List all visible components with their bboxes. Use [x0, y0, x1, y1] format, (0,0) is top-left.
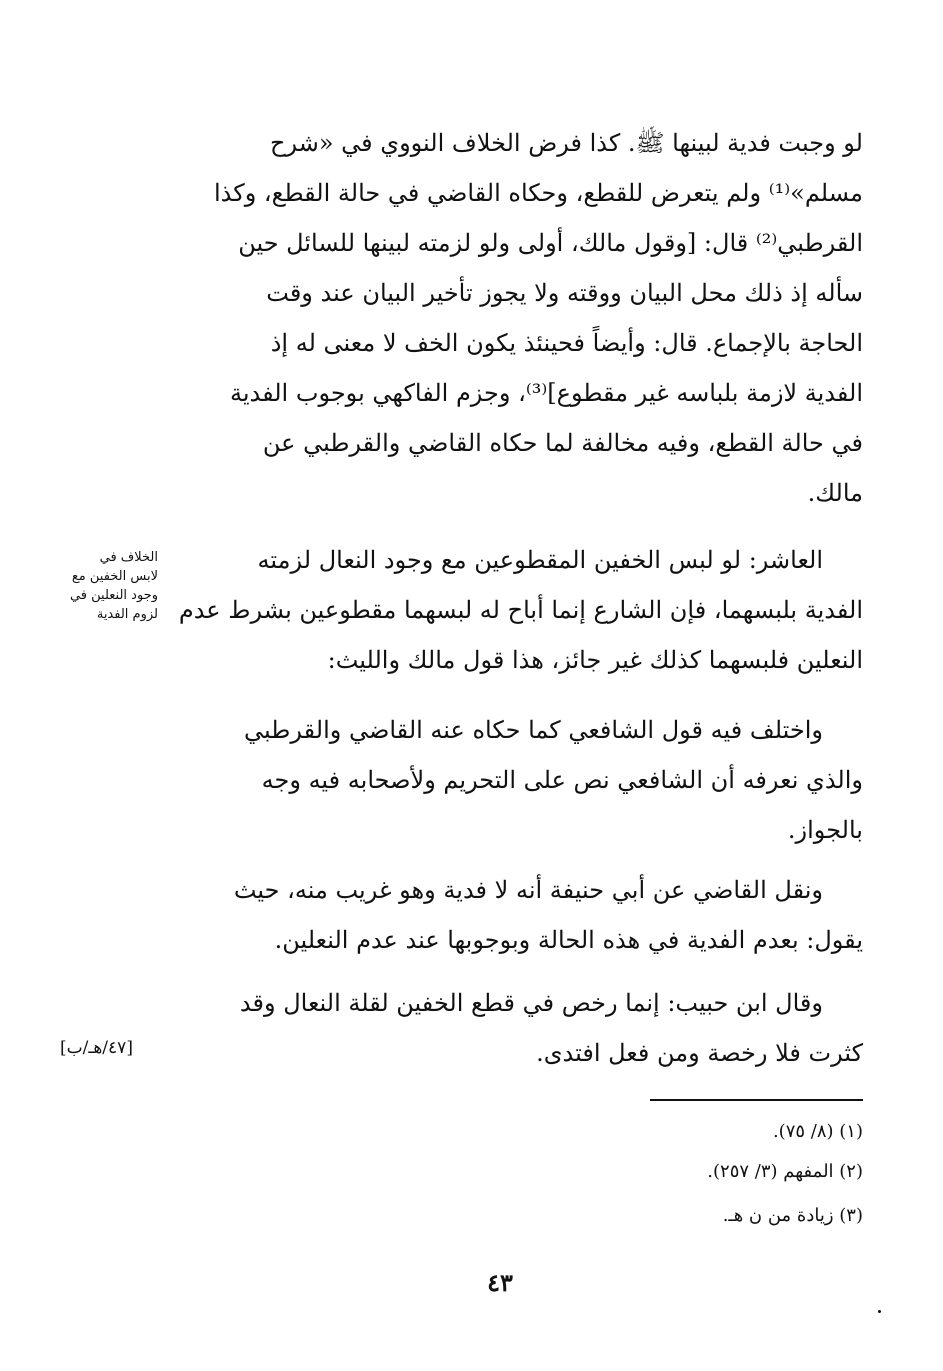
text-line: النعلين فلبسهما كذلك غير جائز، هذا قول مالك والليث: — [327, 646, 863, 674]
paragraph-4 — [158, 865, 863, 965]
text-line: الفدية لازمة بلباسه غير مقطوع]⁽³⁾، وجزم الفاكهي بوجوب الفدية — [229, 379, 863, 407]
page-number: ٤٣ — [487, 1268, 513, 1297]
text-line: الفدية بلبسهما، فإن الشارع إنما أباح له لبسهما مقطوعين بشرط عدم — [178, 596, 863, 624]
folio-marker: [٤٧/هـ/ب] — [60, 1038, 133, 1058]
margin-note-line: الخلاف في — [99, 550, 158, 565]
text-line: العاشر: لو لبس الخفين المقطوعين مع وجود النعال لزمته — [257, 546, 823, 574]
paragraph-3 — [158, 705, 863, 855]
text-line: القرطبي⁽²⁾ قال: [وقول مالك، أولى ولو لزمته لبينها للسائل حين — [238, 229, 863, 257]
footnote-3: (٣) زيادة من ن هـ. — [722, 1205, 863, 1226]
text-line: يقول: بعدم الفدية في هذه الحالة وبوجوبها عند عدم النعلين. — [274, 926, 863, 954]
text-line: سأله إذ ذلك محل البيان ووقته ولا يجوز تأخير البيان عند وقت — [266, 279, 863, 307]
text-line: كثرت فلا رخصة ومن فعل افتدى. — [536, 1039, 863, 1067]
text-line: وقال ابن حبيب: إنما رخص في قطع الخفين لقلة النعال وقد — [239, 989, 823, 1017]
footnote-1: (١) (٨/ ٧٥). — [772, 1121, 863, 1142]
scan-speck — [878, 1310, 881, 1313]
paragraph-2 — [158, 535, 863, 685]
margin-note — [28, 548, 158, 624]
text-line: ونقل القاضي عن أبي حنيفة أنه لا فدية وهو غريب منه، حيث — [233, 876, 823, 904]
margin-note-line: لابس الخفين مع — [71, 569, 158, 584]
margin-note-line: لزوم الفدية — [96, 607, 158, 622]
text-line: الحاجة بالإجماع. قال: وأيضاً فحينئذ يكون الخف لا معنى له إذ — [270, 329, 863, 357]
text-line: مالك. — [807, 479, 863, 507]
text-line: لو وجبت فدية لبينها ﷺ. كذا فرض الخلاف النووي في «شرح — [270, 129, 863, 157]
text-line: بالجواز. — [787, 816, 863, 844]
paragraph-1 — [158, 118, 863, 518]
text-line: في حالة القطع، وفيه مخالفة لما حكاه القاضي والقرطبي عن — [262, 429, 863, 457]
text-line: والذي نعرفه أن الشافعي نص على التحريم ولأصحابه فيه وجه — [261, 766, 863, 794]
footnote-separator — [650, 1099, 863, 1101]
text-line: واختلف فيه قول الشافعي كما حكاه عنه القاضي والقرطبي — [244, 716, 823, 744]
margin-note-line: وجود النعلين في — [69, 588, 158, 603]
footnote-2: (٢) المفهم (٣/ ٢٥٧). — [707, 1161, 863, 1182]
paragraph-5 — [158, 978, 863, 1078]
text-line: مسلم»⁽¹⁾ ولم يتعرض للقطع، وحكاه القاضي في حالة القطع، وكذا — [214, 179, 863, 207]
